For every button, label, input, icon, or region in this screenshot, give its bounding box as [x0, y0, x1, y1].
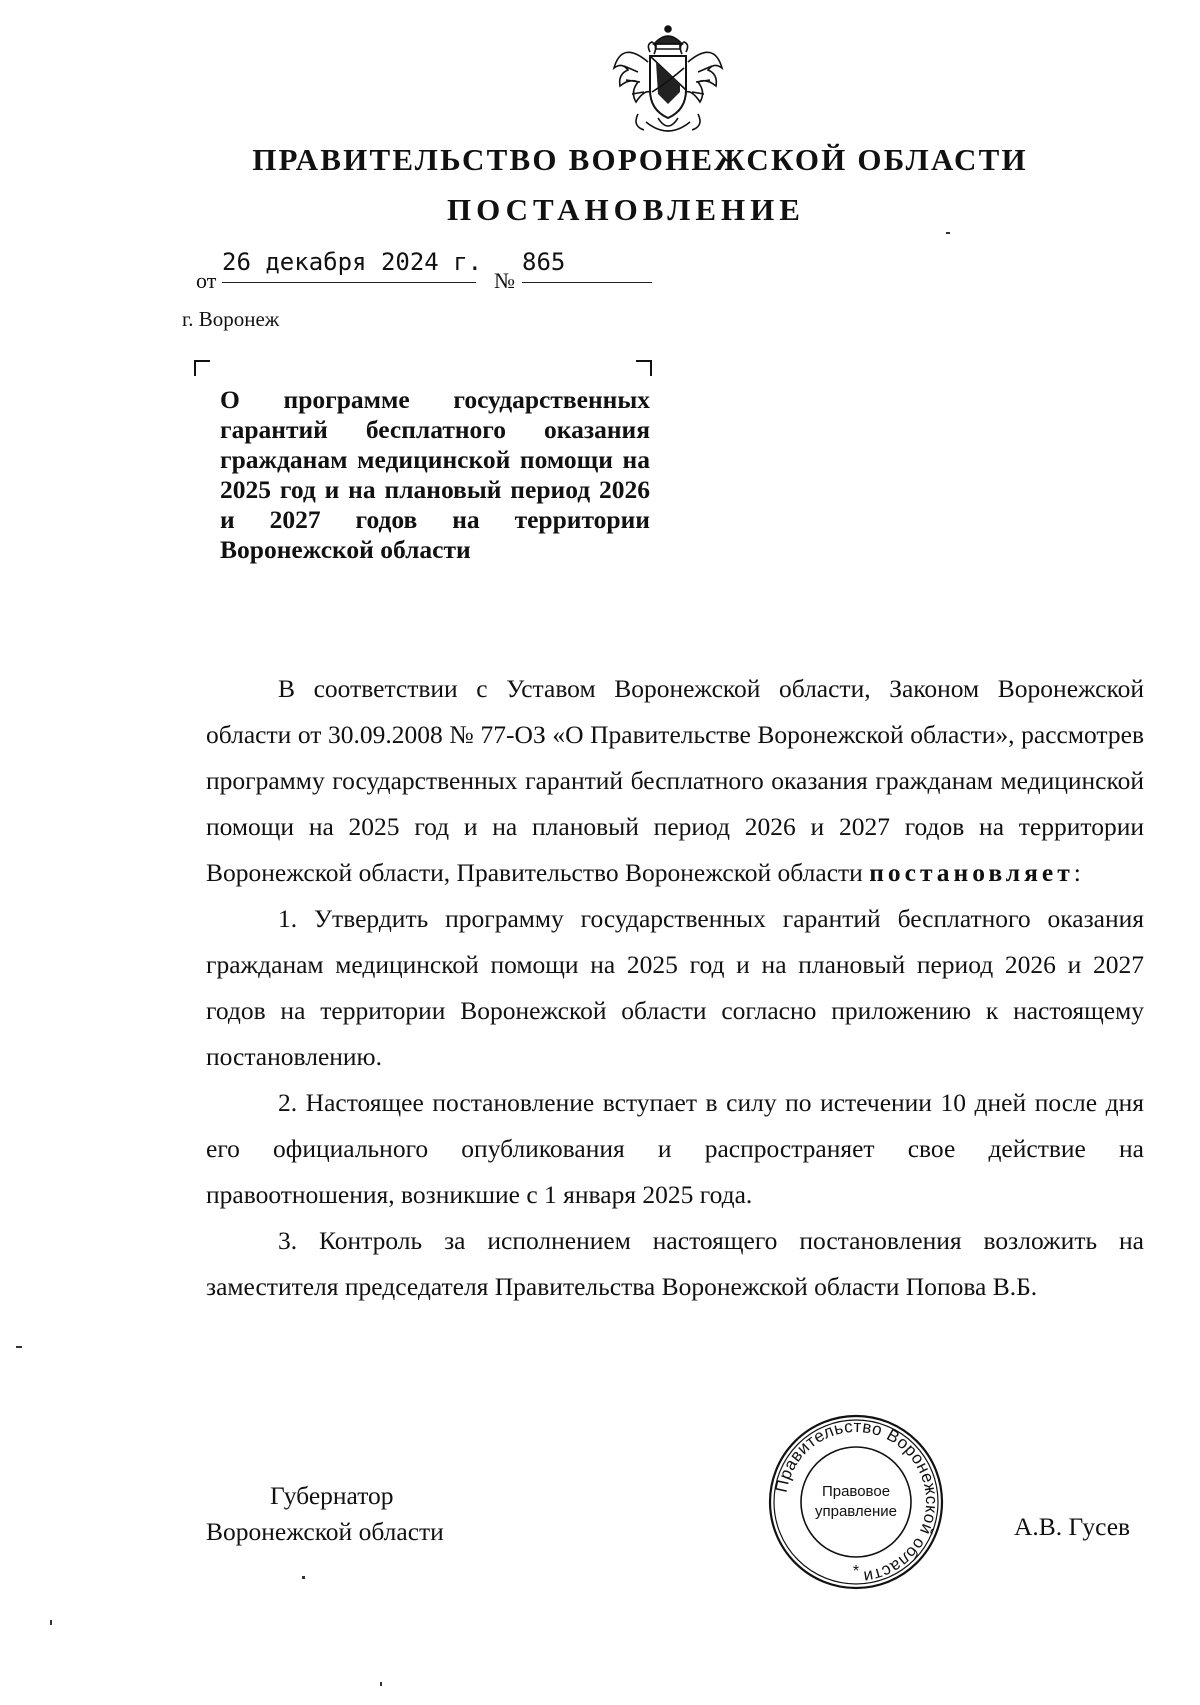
city: г. Воронеж [182, 307, 280, 331]
number-prefix: № [494, 268, 515, 293]
date-prefix: от [196, 268, 217, 293]
government-title: ПРАВИТЕЛЬСТВО ВОРОНЕЖСКОЙ ОБЛАСТИ [252, 142, 1028, 177]
decree-word: постановляет [869, 858, 1074, 887]
clause-1: 1. Утвердить программу государственных гарантий бесплатного оказания гражданам медицинской помощи на 2025 год и на плановый период 2026 и 2027 годов на территории Воронежской области согласно приложению к настоящему постановлению. [206, 904, 1144, 1071]
signatory-name: А.В. Гусев [1014, 1512, 1131, 1541]
stamp-inner-line-1: Правовое [821, 1483, 891, 1500]
subject-corner-left [194, 360, 210, 376]
date-number-row [196, 248, 676, 293]
stamp-outer-text: Правительство Воронежской области [771, 1416, 942, 1587]
signatory-position [206, 1478, 444, 1550]
subject-corner-right [636, 360, 652, 376]
document-subject: О программе государственных гарантий бесплатного оказания гражданам медицинской помощи на 2025 год и на плановый период 2026 и 2027 годов на территории Воронежской области [220, 385, 650, 564]
position-line-1: Губернатор [270, 1481, 394, 1510]
date-underline [222, 282, 476, 283]
clause-3: 3. Контроль за исполнением настоящего постановления возложить на заместителя председателя Правительства Воронежской области Попова В.Б. [206, 1226, 1144, 1301]
stamp-inner-line-2: управление [814, 1503, 898, 1520]
official-stamp [766, 1412, 946, 1592]
scan-speck [16, 1346, 22, 1348]
document-number: 865 [522, 248, 566, 276]
scan-speck [50, 1620, 52, 1625]
document-date: 26 декабря 2024 г. [222, 248, 483, 276]
clause-2: 2. Настоящее постановление вступает в силу по истечении 10 дней после дня его официального опубликования и распространяет свое действие на правоотношения, возникшие с 1 января 2025 года. [206, 1088, 1144, 1209]
position-line-2: Воронежской области [206, 1517, 444, 1546]
scan-speck [946, 232, 950, 234]
number-underline [522, 282, 652, 283]
preamble-paragraph [206, 666, 1144, 896]
coat-of-arms-emblem [608, 22, 728, 140]
scan-speck [380, 1682, 382, 1686]
preamble-text: В соответствии с Уставом Воронежской области, Законом Воронежской области от 30.09.2008 № 77-ОЗ «О Правительстве Воронежской области», рассмотрев программу государственных гарантий бесплатного оказания гражданам медицинской помощи на 2025 год и на плановый период 2026 и 2027 годов на территории Воронежской области, Правительство Воронежской области [206, 674, 1144, 887]
stamp-star: * [852, 1563, 860, 1580]
document-type: ПОСТАНОВЛЕНИЕ [447, 192, 805, 227]
scan-speck [302, 1576, 305, 1579]
document-body [206, 666, 1144, 1310]
decree-colon: : [1073, 858, 1081, 887]
svg-text:Правительство Воронежской обла [772, 1417, 941, 1587]
